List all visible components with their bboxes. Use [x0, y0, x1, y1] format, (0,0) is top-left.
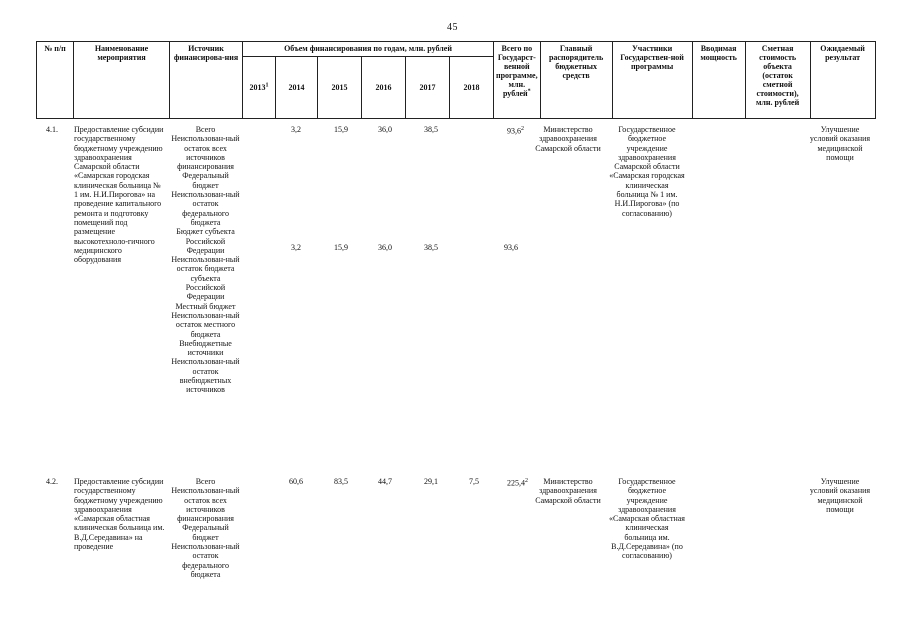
row-sources: Всего Неиспользован-ный остаток всех источников финансирования Федеральный бюджет Неиспользован-ный остаток федерального бюджета Бюджет субъекта Российской Федерации Неиспользован-ный остаток бюджета субъекта Российской Федерации Местный бюджет Неиспользован-ный остаток местного бюджета Внебюджетные источники Неиспользован-ный остаток внебюджетных источников	[171, 125, 240, 395]
value-2018: 7,5	[469, 477, 479, 486]
header-manager: Главный распорядитель бюджетных средств	[540, 42, 612, 119]
header-funding-group: Объем финансирования по годам, млн. рублей	[243, 42, 494, 57]
row-manager: Министерство здравоохранения Самарской области	[535, 477, 601, 505]
row-result: Улучшение условий оказания медицинской помощи	[809, 477, 871, 514]
header-year-2015: 2015	[318, 57, 362, 119]
header-estimated-cost: Сметная стоимость объекта (остаток сметной стоимости), млн. рублей	[745, 42, 810, 119]
row-manager: Министерство здравоохранения Самарской области	[535, 125, 601, 153]
value-2015: 15,9	[334, 125, 348, 134]
row-participants: Государственное бюджетное учреждение здравоохранения Самарской области «Самарская городская клиническая больница № 1 им. Н.И.Пирогова» (по согласованию)	[609, 125, 685, 218]
row-name: Предоставление субсидии государственному бюджетному учреждению здравоохранения «Самарская областная клиническая больница им. В.Д.Середавина» на проведение	[74, 477, 165, 552]
value-2016: 36,0	[378, 125, 392, 134]
row-num: 4.1.	[46, 125, 58, 134]
value-total: 225,4$^2$	[507, 478, 528, 488]
header-name: Наименование мероприятия	[74, 42, 170, 119]
header-year-2017: 2017	[406, 57, 450, 119]
header-result: Ожидаемый результат	[810, 42, 875, 119]
table-header	[36, 41, 876, 119]
header-year-2018: 2018	[450, 57, 494, 119]
value-2017: 38,5	[424, 243, 438, 252]
value-2015: 83,5	[334, 477, 348, 486]
value-2016: 44,7	[378, 477, 392, 486]
value-2015: 15,9	[334, 243, 348, 252]
value-2017: 38,5	[424, 125, 438, 134]
header-year-2016: 2016	[362, 57, 406, 119]
header-total: Всего по Государст-венной программе, млн. рублей*	[494, 42, 541, 119]
row-sources: Всего Неиспользован-ный остаток всех источников финансирования Федеральный бюджет Неиспользован-ный остаток федерального бюджета	[171, 477, 240, 579]
header-year-2014: 2014	[276, 57, 318, 119]
row-num: 4.2.	[46, 477, 58, 486]
page-number: 45	[447, 22, 458, 33]
row-participants: Государственное бюджетное учреждение здравоохранения «Самарская областная клиническая больница им. В.Д.Середавина» (по согласованию)	[609, 477, 685, 561]
header-participants: Участники Государствен-ной программы	[612, 42, 692, 119]
header-source: Источник финансирова-ния	[170, 42, 243, 119]
header-num: № п/п	[37, 42, 74, 119]
value-2016: 36,0	[378, 243, 392, 252]
row-name: Предоставление субсидии государственному бюджетному учреждению здравоохранения Самарской области «Самарская городская клиническая больница № 1 им. Н.И.Пирогова» на проведение капитального ремонта и подготовку помещений под размещение высокотехноло-гичного медицинского оборудования	[74, 125, 164, 265]
value-2014: 3,2	[291, 243, 301, 252]
header-capacity: Вводимая мощность	[692, 42, 745, 119]
row-result: Улучшение условий оказания медицинской помощи	[809, 125, 871, 162]
header-year-2013: 2013$^1$	[243, 57, 276, 119]
value-total: 93,6$^2$	[507, 126, 524, 136]
value-2014: 3,2	[291, 125, 301, 134]
value-total: 93,6	[504, 243, 518, 252]
value-2014: 60,6	[289, 477, 303, 486]
table-body	[36, 121, 871, 640]
value-2017: 29,1	[424, 477, 438, 486]
